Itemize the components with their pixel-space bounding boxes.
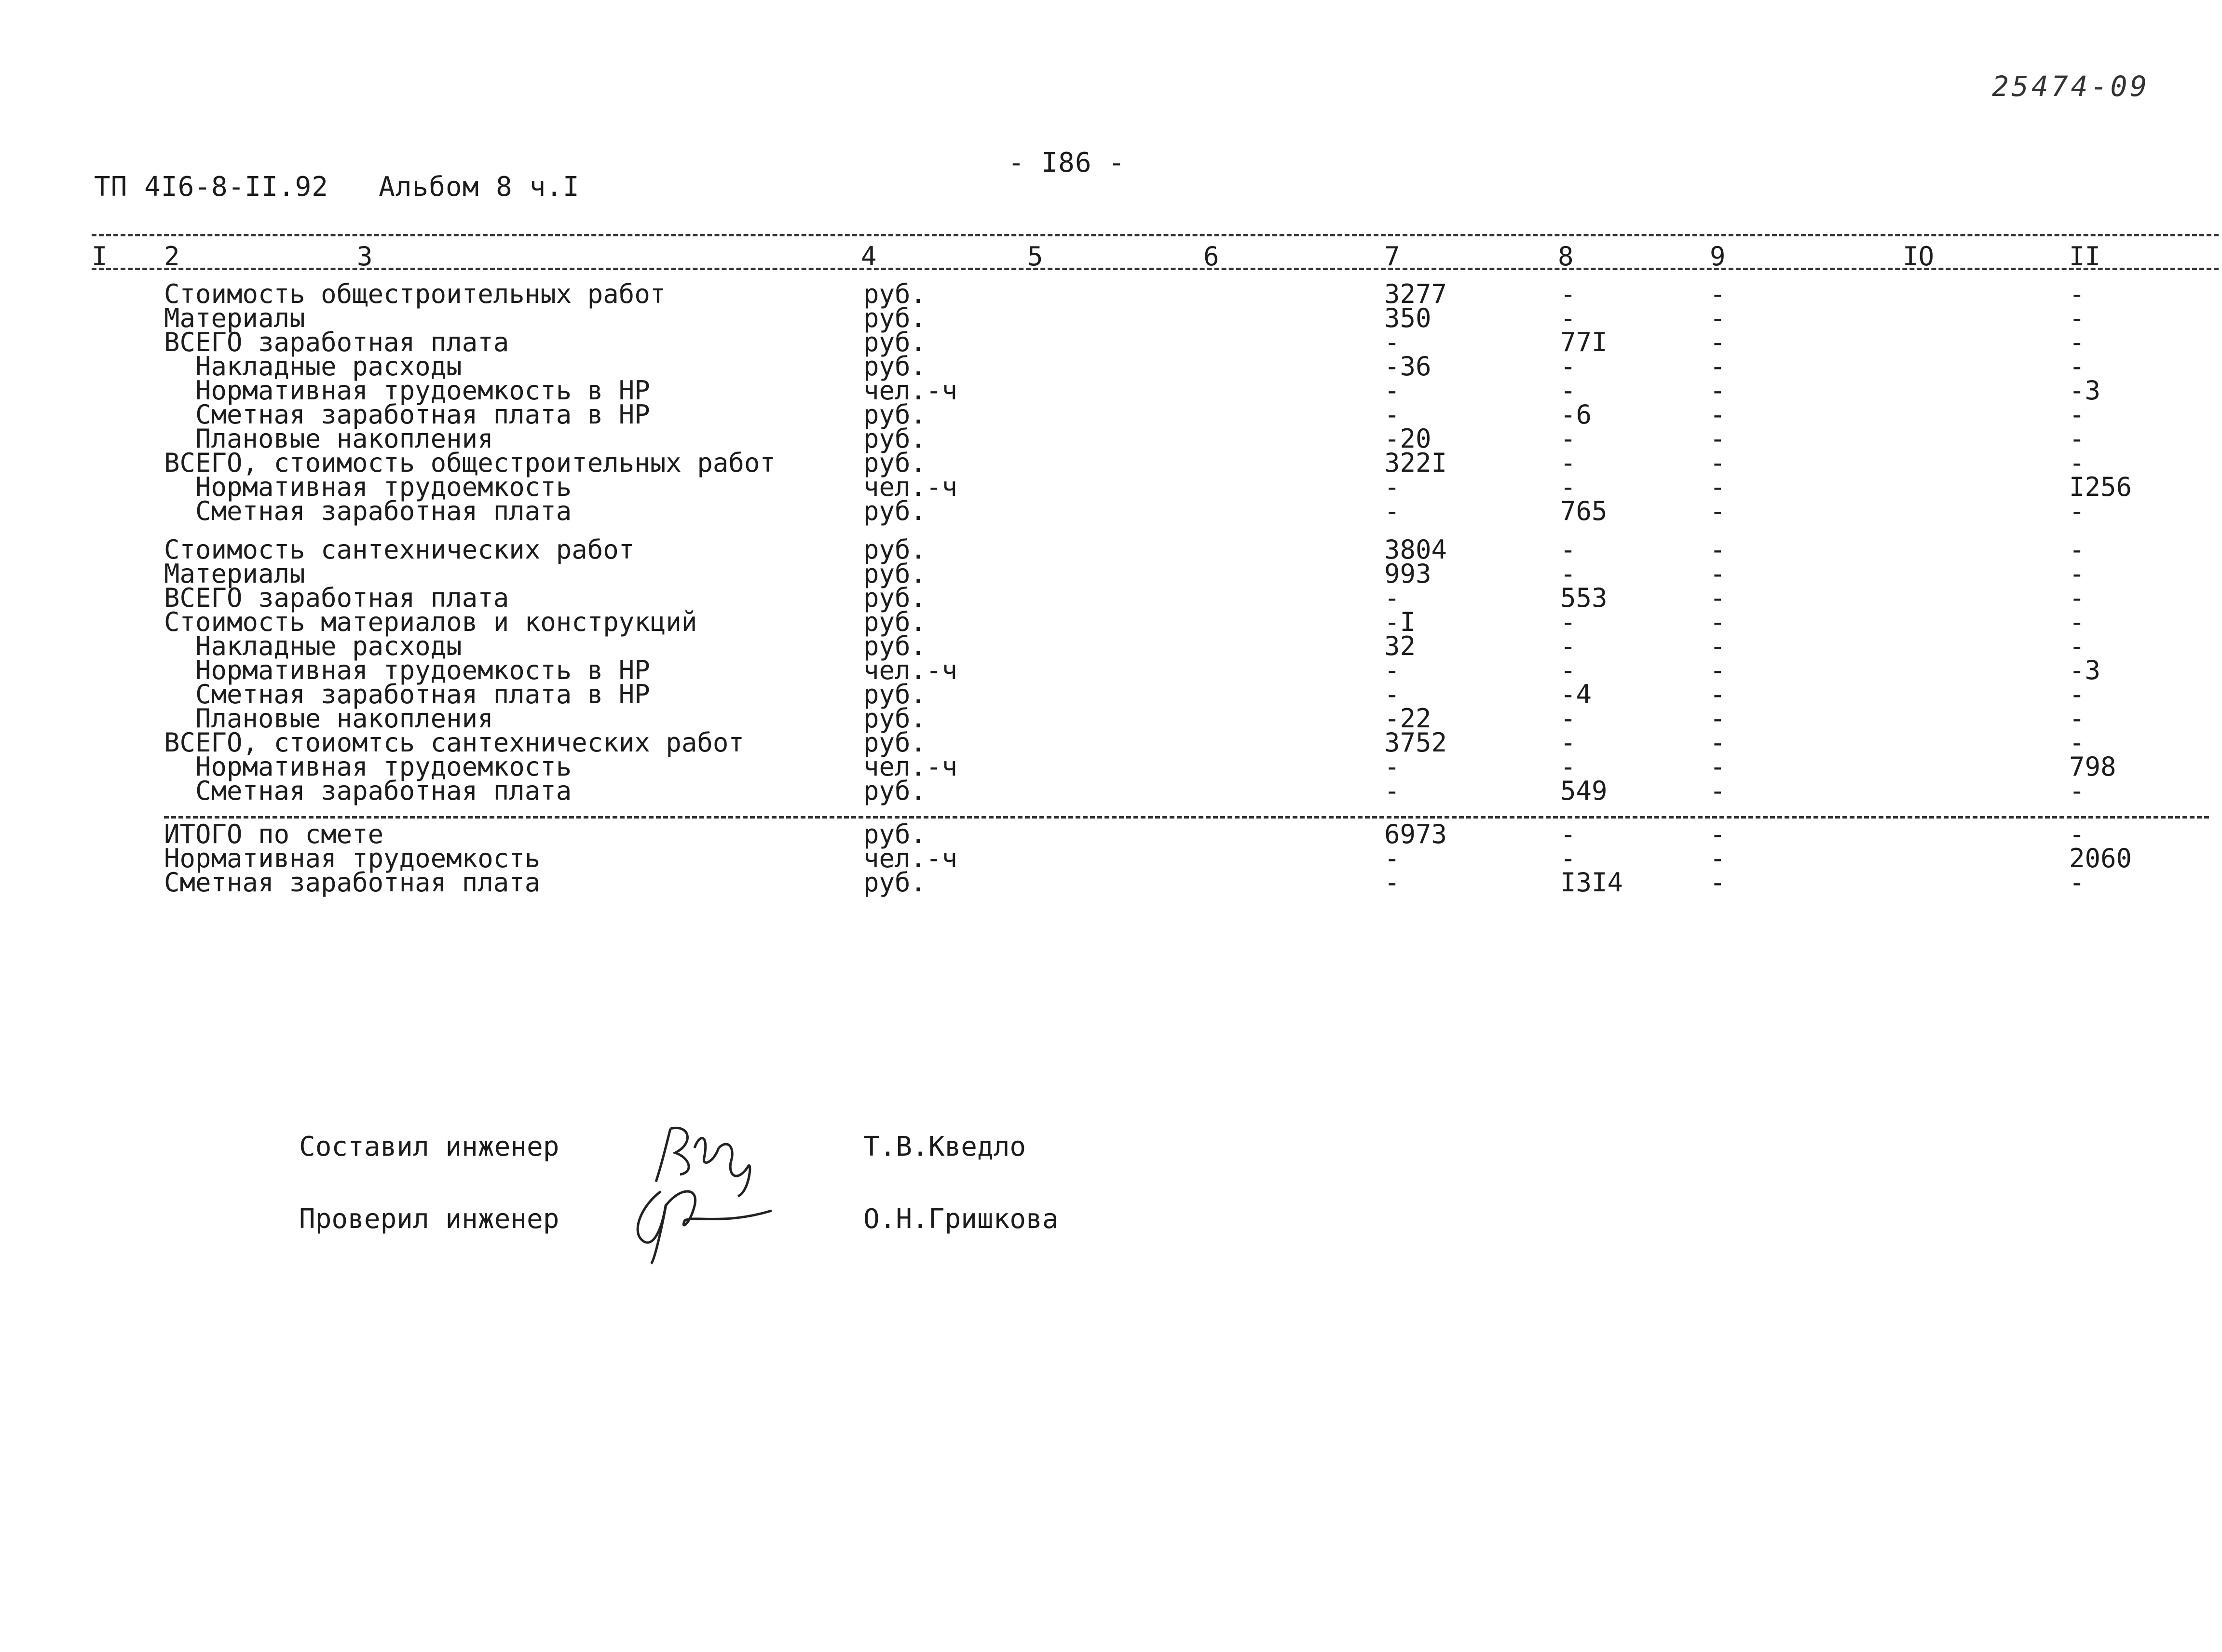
table-top-rule — [92, 234, 2219, 236]
row-col9: - — [1710, 496, 1726, 526]
document-header: ТП 4I6-8-II.92 Альбом 8 ч.I — [94, 171, 580, 203]
row-col7: - — [1384, 327, 1400, 357]
row-unit: руб. — [863, 448, 927, 478]
row-label: Накладные расходы — [195, 351, 462, 382]
row-col8: - — [1560, 727, 1576, 758]
row-unit: руб. — [863, 607, 927, 637]
row-col9: - — [1710, 655, 1726, 685]
row-label: Накладные расходы — [195, 631, 462, 661]
column-header-2: 2 — [164, 241, 180, 272]
row-col7: 993 — [1384, 559, 1431, 589]
totals-separator — [164, 816, 2209, 819]
row-col8: - — [1560, 375, 1576, 406]
row-col7: 6973 — [1384, 819, 1447, 849]
row-col7: -22 — [1384, 703, 1431, 734]
row-col8: - — [1560, 279, 1576, 309]
row-col7: - — [1384, 496, 1400, 526]
row-col9: - — [1710, 351, 1726, 382]
row-col9: - — [1710, 423, 1726, 454]
row-col9: - — [1710, 327, 1726, 357]
row-col9: - — [1710, 399, 1726, 430]
table-row — [0, 776, 2222, 806]
row-col11: - — [2069, 327, 2085, 357]
row-unit: руб. — [863, 534, 927, 565]
row-col7: - — [1384, 751, 1400, 782]
row-col7: 32 — [1384, 631, 1416, 661]
row-label: Нормативная трудоемкость — [164, 843, 541, 874]
row-col9: - — [1710, 819, 1726, 849]
table-row — [0, 279, 2222, 309]
row-col9: - — [1710, 751, 1726, 782]
row-label: Нормативная трудоемкость — [195, 751, 572, 782]
row-col11: 798 — [2069, 751, 2116, 782]
handwritten-signature-2 — [627, 1177, 781, 1264]
row-col8: -6 — [1560, 399, 1592, 430]
row-col11: -3 — [2069, 375, 2101, 406]
row-col8: - — [1560, 303, 1576, 333]
row-col8: -4 — [1560, 679, 1592, 710]
row-col7: 350 — [1384, 303, 1431, 333]
row-label: Материалы — [164, 559, 305, 589]
column-header-11: II — [2069, 241, 2101, 272]
column-header-4: 4 — [861, 241, 877, 272]
row-col11: -3 — [2069, 655, 2101, 685]
row-unit: руб. — [863, 583, 927, 613]
row-unit: чел.-ч — [863, 472, 958, 502]
row-col8: - — [1560, 631, 1576, 661]
row-col8: - — [1560, 559, 1576, 589]
column-header-3: 3 — [357, 241, 373, 272]
row-label: ИТОГО по смете — [164, 819, 384, 849]
row-unit: руб. — [863, 631, 927, 661]
row-label: Нормативная трудоемкость в НР — [195, 375, 650, 406]
row-col11: - — [2069, 448, 2085, 478]
row-label: ВСЕГО, стоиомтсь сантехнических работ — [164, 727, 744, 758]
column-header-8: 8 — [1558, 241, 1574, 272]
row-col8: - — [1560, 534, 1576, 565]
row-col7: 3752 — [1384, 727, 1447, 758]
row-label: ВСЕГО заработная плата — [164, 583, 509, 613]
row-col9: - — [1710, 559, 1726, 589]
row-col9: - — [1710, 679, 1726, 710]
row-col9: - — [1710, 703, 1726, 734]
column-header-7: 7 — [1384, 241, 1400, 272]
row-unit: руб. — [863, 727, 927, 758]
row-col9: - — [1710, 534, 1726, 565]
row-col7: - — [1384, 583, 1400, 613]
table-row — [0, 534, 2222, 565]
row-label: Сметная заработная плата — [195, 776, 572, 806]
table-header-rule — [92, 268, 2219, 270]
row-label: Сметная заработная плата в НР — [195, 679, 650, 710]
signature-name-compiled: Т.В.Кведло — [863, 1131, 1026, 1162]
signature-role-checked: Проверил инженер — [299, 1203, 559, 1235]
row-col11: - — [2069, 679, 2085, 710]
row-col9: - — [1710, 279, 1726, 309]
row-col8: 765 — [1560, 496, 1608, 526]
row-col11: 2060 — [2069, 843, 2132, 874]
row-unit: чел.-ч — [863, 843, 958, 874]
row-col7: - — [1384, 375, 1400, 406]
row-label: Сметная заработная плата — [195, 496, 572, 526]
row-unit: руб. — [863, 399, 927, 430]
row-col11: - — [2069, 399, 2085, 430]
row-col11: - — [2069, 867, 2085, 898]
row-label: Плановые накопления — [195, 423, 493, 454]
row-col7: - — [1384, 867, 1400, 898]
row-col7: - — [1384, 655, 1400, 685]
row-label: Материалы — [164, 303, 305, 333]
row-col8: - — [1560, 843, 1576, 874]
signature-role-compiled: Составил инженер — [299, 1131, 559, 1162]
row-col9: - — [1710, 631, 1726, 661]
row-col11: - — [2069, 423, 2085, 454]
page-number: - I86 - — [1008, 147, 1126, 178]
row-label: Стоимость материалов и конструкций — [164, 607, 697, 637]
row-col7: 3804 — [1384, 534, 1447, 565]
row-label: Сметная заработная плата в НР — [195, 399, 650, 430]
column-header-9: 9 — [1710, 241, 1726, 272]
row-unit: руб. — [863, 496, 927, 526]
row-unit: чел.-ч — [863, 375, 958, 406]
row-col7: 3277 — [1384, 279, 1447, 309]
row-col8: I3I4 — [1560, 867, 1623, 898]
row-col11: I256 — [2069, 472, 2132, 502]
row-col9: - — [1710, 607, 1726, 637]
row-label: ВСЕГО, стоимость общестроительных работ — [164, 448, 776, 478]
row-unit: руб. — [863, 867, 927, 898]
row-col8: - — [1560, 607, 1576, 637]
row-col11: - — [2069, 303, 2085, 333]
row-col8: 553 — [1560, 583, 1608, 613]
row-col9: - — [1710, 448, 1726, 478]
row-col11: - — [2069, 631, 2085, 661]
row-unit: руб. — [863, 559, 927, 589]
row-col8: 77I — [1560, 327, 1608, 357]
row-unit: руб. — [863, 679, 927, 710]
row-unit: руб. — [863, 279, 927, 309]
row-col7: - — [1384, 679, 1400, 710]
row-col9: - — [1710, 727, 1726, 758]
row-label: Стоимость сантехнических работ — [164, 534, 635, 565]
row-col8: - — [1560, 703, 1576, 734]
row-label: Нормативная трудоемкость в НР — [195, 655, 650, 685]
row-col7: - — [1384, 776, 1400, 806]
row-col8: - — [1560, 448, 1576, 478]
row-unit: руб. — [863, 351, 927, 382]
row-col7: -20 — [1384, 423, 1431, 454]
row-label: Плановые накопления — [195, 703, 493, 734]
row-col8: - — [1560, 655, 1576, 685]
row-unit: руб. — [863, 423, 927, 454]
document-number: 25474-09 — [1992, 70, 2150, 103]
row-col7: 322I — [1384, 448, 1447, 478]
row-col11: - — [2069, 819, 2085, 849]
row-col9: - — [1710, 583, 1726, 613]
row-col8: - — [1560, 423, 1576, 454]
row-col11: - — [2069, 279, 2085, 309]
row-col11: - — [2069, 496, 2085, 526]
row-col7: - — [1384, 843, 1400, 874]
row-col9: - — [1710, 867, 1726, 898]
table-row — [0, 496, 2222, 526]
row-col11: - — [2069, 776, 2085, 806]
row-col8: - — [1560, 351, 1576, 382]
row-col11: - — [2069, 351, 2085, 382]
row-unit: руб. — [863, 819, 927, 849]
row-col9: - — [1710, 472, 1726, 502]
row-col8: - — [1560, 472, 1576, 502]
row-col7: - — [1384, 399, 1400, 430]
row-col7: -36 — [1384, 351, 1431, 382]
column-header-6: 6 — [1203, 241, 1219, 272]
row-col11: - — [2069, 559, 2085, 589]
row-col8: - — [1560, 819, 1576, 849]
row-col9: - — [1710, 776, 1726, 806]
row-col11: - — [2069, 607, 2085, 637]
row-col7: - — [1384, 472, 1400, 502]
column-header-5: 5 — [1027, 241, 1043, 272]
row-col9: - — [1710, 303, 1726, 333]
row-col11: - — [2069, 534, 2085, 565]
column-header-1: I — [92, 241, 108, 272]
row-label: Сметная заработная плата — [164, 867, 541, 898]
row-label: Стоимость общестроительных работ — [164, 279, 666, 309]
row-col9: - — [1710, 375, 1726, 406]
row-unit: руб. — [863, 703, 927, 734]
row-unit: руб. — [863, 303, 927, 333]
table-row — [0, 867, 2222, 898]
row-col7: -I — [1384, 607, 1416, 637]
row-col11: - — [2069, 583, 2085, 613]
row-col11: - — [2069, 703, 2085, 734]
row-unit: руб. — [863, 776, 927, 806]
column-header-10: IO — [1903, 241, 1935, 272]
row-unit: чел.-ч — [863, 655, 958, 685]
row-col8: - — [1560, 751, 1576, 782]
row-col9: - — [1710, 843, 1726, 874]
row-unit: чел.-ч — [863, 751, 958, 782]
row-label: Нормативная трудоемкость — [195, 472, 572, 502]
row-col8: 549 — [1560, 776, 1608, 806]
signature-name-checked: О.Н.Гришкова — [863, 1203, 1059, 1235]
row-label: ВСЕГО заработная плата — [164, 327, 509, 357]
row-unit: руб. — [863, 327, 927, 357]
row-col11: - — [2069, 727, 2085, 758]
